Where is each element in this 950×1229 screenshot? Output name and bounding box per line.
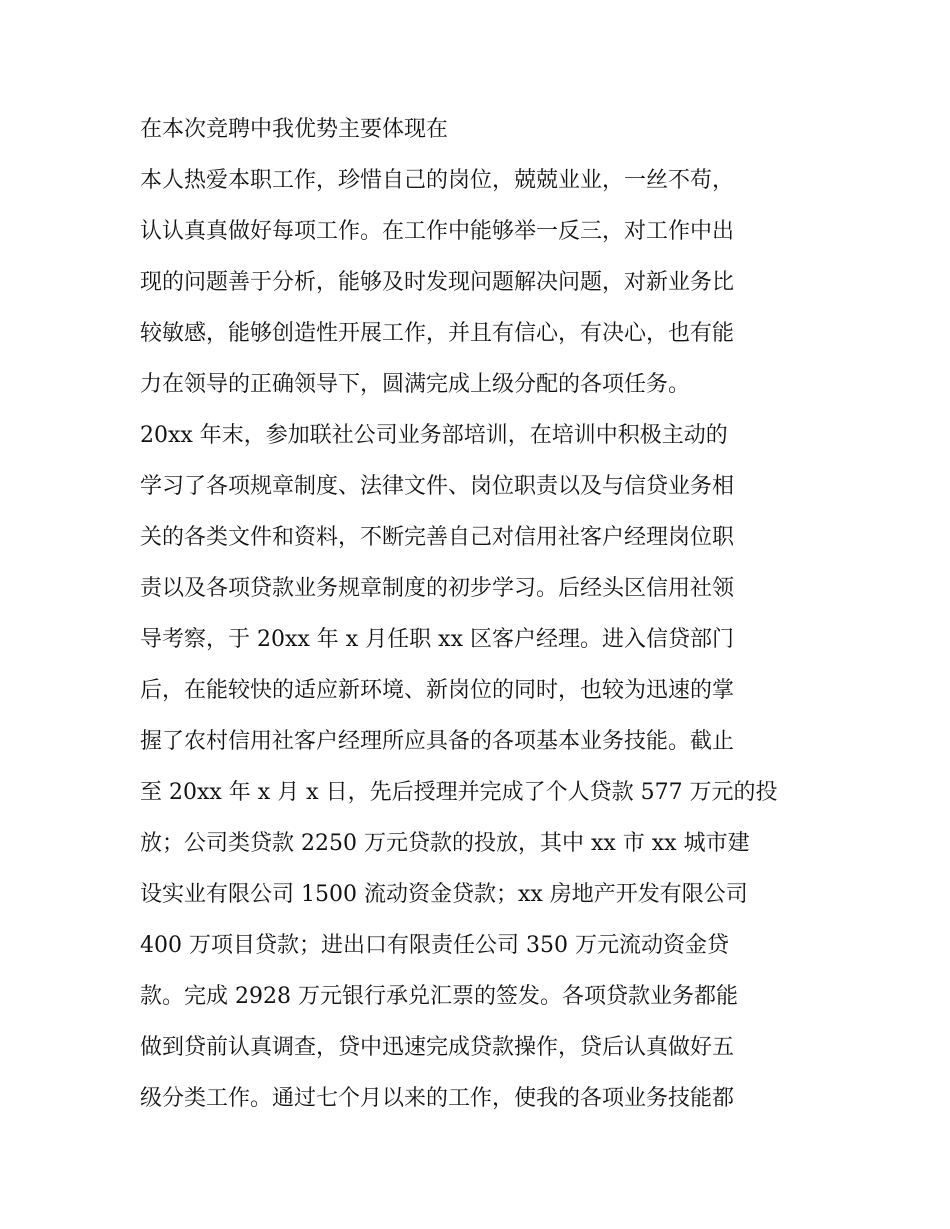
- text-line: 现的问题善于分析，能够及时发现问题解决问题，对新业务比: [140, 270, 735, 295]
- text-line: 级分类工作。通过七个月以来的工作，使我的各项业务技能都: [140, 1086, 735, 1111]
- text-line: 后，在能较快的适应新环境、新岗位的同时，也较为迅速的掌: [140, 678, 735, 703]
- text-line: 握了农村信用社客户经理所应具备的各项基本业务技能。截止: [140, 729, 735, 754]
- text-line: 认认真真做好每项工作。在工作中能够举一反三，对工作中出: [140, 219, 735, 244]
- body-text: [140, 104, 830, 1124]
- text-line: 设实业有限公司 1500 流动资金贷款；xx 房地产开发有限公司: [140, 882, 748, 907]
- section-heading: 在本次竞聘中我优势主要体现在: [140, 117, 449, 142]
- text-line: 力在领导的正确领导下，圆满完成上级分配的各项任务。: [140, 372, 691, 397]
- text-line: 20xx 年末，参加联社公司业务部培训，在培训中积极主动的: [140, 423, 728, 448]
- text-line: 至 20xx 年 x 月 x 日，先后授理并完成了个人贷款 577 万元的投: [140, 780, 778, 805]
- text-line: 本人热爱本职工作，珍惜自己的岗位，兢兢业业，一丝不苟，: [140, 168, 735, 193]
- text-line: 做到贷前认真调查，贷中迅速完成贷款操作，贷后认真做好五: [140, 1035, 735, 1060]
- text-line: 责以及各项贷款业务规章制度的初步学习。后经头区信用社领: [140, 576, 735, 601]
- text-line: 导考察，于 20xx 年 x 月任职 xx 区客户经理。进入信贷部门: [140, 627, 734, 652]
- text-line: 学习了各项规章制度、法律文件、岗位职责以及与信贷业务相: [140, 474, 735, 499]
- text-line: 关的各类文件和资料，不断完善自己对信用社客户经理岗位职: [140, 525, 735, 550]
- text-line: 款。完成 2928 万元银行承兑汇票的签发。各项贷款业务都能: [140, 984, 738, 1009]
- text-line: 放；公司类贷款 2250 万元贷款的投放，其中 xx 市 xx 城市建: [140, 831, 750, 856]
- text-line: 400 万项目贷款；进出口有限责任公司 350 万元流动资金贷: [140, 933, 729, 958]
- text-line: 较敏感，能够创造性开展工作，并且有信心，有决心，也有能: [140, 321, 735, 346]
